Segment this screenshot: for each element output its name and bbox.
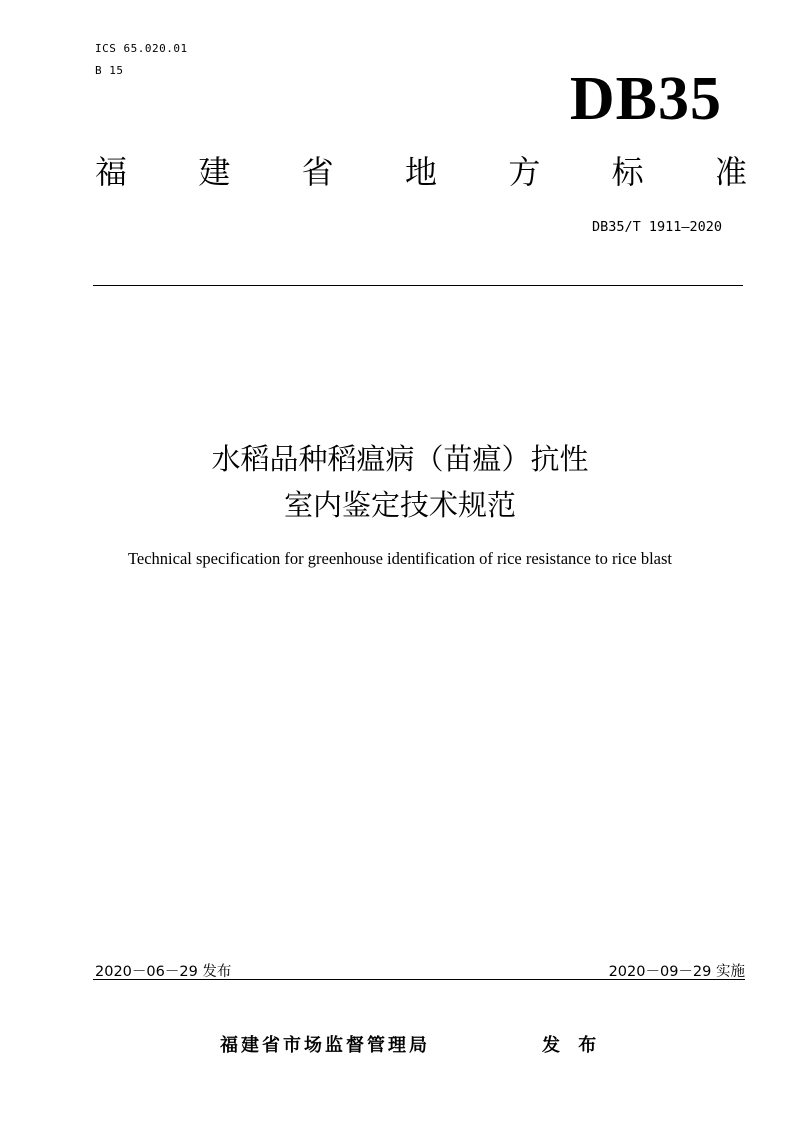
ccs-code: B 15	[95, 64, 124, 77]
title-char: 地	[404, 153, 437, 191]
issuing-authority: 福建省市场监督管理局	[220, 1035, 430, 1056]
standard-logo: DB35	[569, 65, 722, 133]
title-char: 准	[714, 153, 747, 191]
document-title-cn	[0, 436, 800, 528]
title-char: 标	[611, 153, 644, 191]
issue-label: 发 布	[542, 1035, 603, 1056]
implement-date: 2020－09－29 实施	[608, 964, 745, 980]
standard-type-title	[95, 155, 747, 190]
publish-date: 2020－06－29 发布	[95, 964, 232, 980]
document-title-en: Technical specification for greenhouse identification of rice resistance to rice blast	[127, 549, 673, 568]
title-char: 方	[508, 153, 541, 191]
title-cn-line-2: 室内鉴定技术规范	[283, 488, 516, 522]
title-cn-line-1: 水稻品种稻瘟病（苗瘟）抗性	[211, 442, 589, 476]
header-divider	[93, 285, 743, 286]
title-char: 省	[301, 153, 334, 191]
ics-code: ICS 65.020.01	[95, 42, 188, 55]
title-char: 建	[198, 153, 231, 191]
standard-number: DB35/T 1911—2020	[591, 219, 722, 235]
title-char: 福	[95, 153, 128, 191]
footer-divider	[93, 979, 745, 980]
